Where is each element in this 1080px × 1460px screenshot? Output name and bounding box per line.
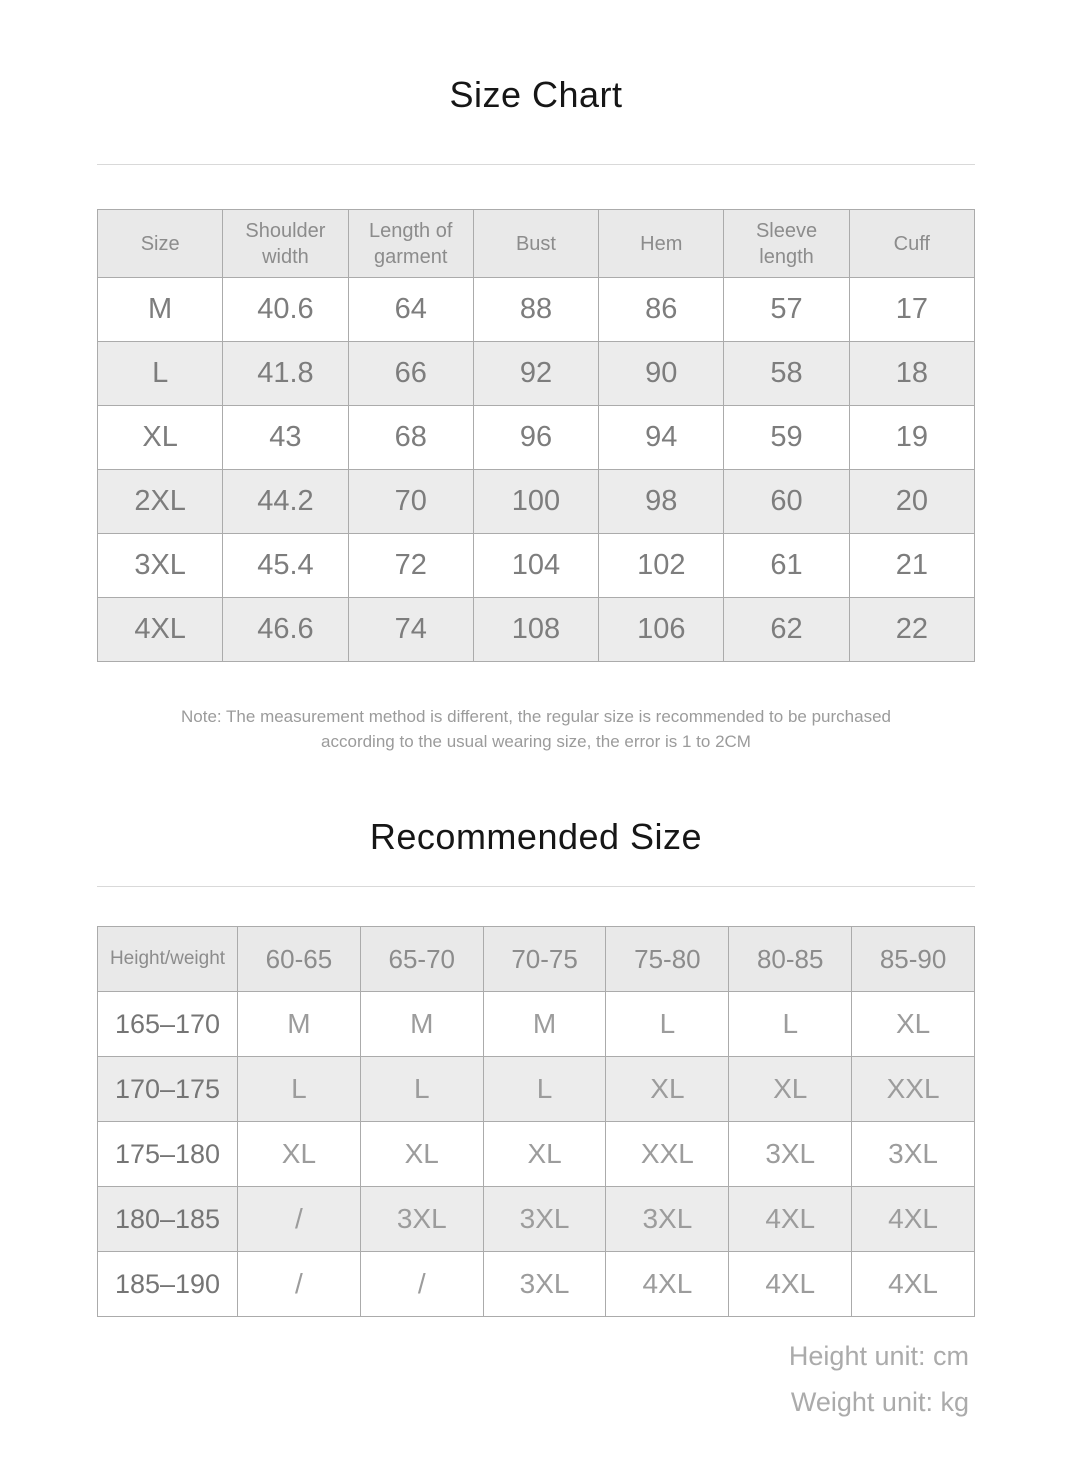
- recommended_size-col-header-1: 60-65: [238, 927, 361, 992]
- size_chart-col-header-2: Length of garment: [348, 210, 473, 278]
- size_chart-row-3: [98, 470, 975, 534]
- recommended-size-header-row: [98, 927, 975, 992]
- size_chart-cell-1-6: 18: [849, 342, 974, 406]
- recommended_size-col-header-5: 80-85: [729, 927, 852, 992]
- recommended_size-cell-1-3: L: [483, 1057, 606, 1122]
- recommended_size-cell-3-6: 4XL: [852, 1187, 975, 1252]
- recommended_size-cell-3-2: 3XL: [360, 1187, 483, 1252]
- measurement-note-line2: according to the usual wearing size, the error is 1 to 2CM: [321, 732, 751, 751]
- size_chart-cell-5-3: 108: [473, 598, 598, 662]
- size_chart-cell-5-1: 46.6: [223, 598, 348, 662]
- size_chart-cell-1-2: 66: [348, 342, 473, 406]
- size_chart-cell-0-4: 86: [599, 278, 724, 342]
- size_chart-cell-3-2: 70: [348, 470, 473, 534]
- size_chart-cell-1-0: L: [98, 342, 223, 406]
- recommended_size-cell-2-3: XL: [483, 1122, 606, 1187]
- size_chart-cell-4-5: 61: [724, 534, 849, 598]
- recommended_size-cell-4-2: /: [360, 1252, 483, 1317]
- recommended_size-cell-0-4: L: [606, 992, 729, 1057]
- size_chart-cell-0-1: 40.6: [223, 278, 348, 342]
- size_chart-row-2: [98, 406, 975, 470]
- size_chart-cell-5-0: 4XL: [98, 598, 223, 662]
- recommended_size-row-1: [98, 1057, 975, 1122]
- size_chart-cell-1-1: 41.8: [223, 342, 348, 406]
- recommended_size-cell-3-4: 3XL: [606, 1187, 729, 1252]
- size_chart-cell-0-6: 17: [849, 278, 974, 342]
- size_chart-cell-4-2: 72: [348, 534, 473, 598]
- size_chart-cell-3-6: 20: [849, 470, 974, 534]
- size_chart-row-1: [98, 342, 975, 406]
- size_chart-cell-3-4: 98: [599, 470, 724, 534]
- recommended_size-cell-0-2: M: [360, 992, 483, 1057]
- size_chart-cell-2-6: 19: [849, 406, 974, 470]
- size_chart-cell-2-0: XL: [98, 406, 223, 470]
- recommended_size-cell-2-0: 175–180: [98, 1122, 238, 1187]
- recommended_size-cell-3-5: 4XL: [729, 1187, 852, 1252]
- recommended_size-cell-4-0: 185–190: [98, 1252, 238, 1317]
- recommended_size-col-header-4: 75-80: [606, 927, 729, 992]
- size-chart-page: [97, 0, 975, 1425]
- size_chart-cell-2-3: 96: [473, 406, 598, 470]
- recommended_size-row-3: [98, 1187, 975, 1252]
- size_chart-col-header-1: Shoulder width: [223, 210, 348, 278]
- size_chart-cell-2-1: 43: [223, 406, 348, 470]
- size_chart-cell-4-6: 21: [849, 534, 974, 598]
- size_chart-cell-0-2: 64: [348, 278, 473, 342]
- recommended_size-cell-1-0: 170–175: [98, 1057, 238, 1122]
- recommended_size-cell-1-5: XL: [729, 1057, 852, 1122]
- recommended_size-cell-4-5: 4XL: [729, 1252, 852, 1317]
- size_chart-cell-2-4: 94: [599, 406, 724, 470]
- recommended_size-cell-4-1: /: [238, 1252, 361, 1317]
- size_chart-cell-3-3: 100: [473, 470, 598, 534]
- recommended_size-cell-0-5: L: [729, 992, 852, 1057]
- recommended_size-cell-1-2: L: [360, 1057, 483, 1122]
- unit-legend: [97, 1333, 975, 1425]
- recommended_size-cell-2-4: XXL: [606, 1122, 729, 1187]
- recommended_size-cell-1-1: L: [238, 1057, 361, 1122]
- recommended_size-cell-3-0: 180–185: [98, 1187, 238, 1252]
- recommended-size-table: [97, 926, 975, 1317]
- height-unit-label: Height unit: cm: [788, 1341, 969, 1371]
- recommended_size-cell-4-6: 4XL: [852, 1252, 975, 1317]
- recommended_size-cell-3-3: 3XL: [483, 1187, 606, 1252]
- recommended_size-cell-2-6: 3XL: [852, 1122, 975, 1187]
- size_chart-cell-2-5: 59: [724, 406, 849, 470]
- size_chart-cell-4-3: 104: [473, 534, 598, 598]
- measurement-note: [97, 704, 975, 754]
- size-chart-title: Size Chart: [449, 74, 623, 115]
- size-chart-header-row: [98, 210, 975, 278]
- recommended_size-col-header-2: 65-70: [360, 927, 483, 992]
- size_chart-row-5: [98, 598, 975, 662]
- size_chart-cell-2-2: 68: [348, 406, 473, 470]
- size_chart-row-0: [98, 278, 975, 342]
- recommended_size-row-4: [98, 1252, 975, 1317]
- recommended_size-cell-1-6: XXL: [852, 1057, 975, 1122]
- recommended_size-cell-2-2: XL: [360, 1122, 483, 1187]
- weight-unit-label: Weight unit: kg: [790, 1387, 969, 1417]
- size_chart-cell-4-0: 3XL: [98, 534, 223, 598]
- size_chart-col-header-6: Cuff: [849, 210, 974, 278]
- recommended_size-cell-2-5: 3XL: [729, 1122, 852, 1187]
- measurement-note-line1: Note: The measurement method is different, the regular size is recommended to be purchased: [181, 707, 891, 726]
- size_chart-col-header-5: Sleeve length: [724, 210, 849, 278]
- recommended_size-row-2: [98, 1122, 975, 1187]
- recommended_size-cell-2-1: XL: [238, 1122, 361, 1187]
- size_chart-cell-0-3: 88: [473, 278, 598, 342]
- recommended_size-row-0: [98, 992, 975, 1057]
- recommended_size-cell-3-1: /: [238, 1187, 361, 1252]
- divider: [97, 886, 975, 887]
- recommended_size-cell-0-6: XL: [852, 992, 975, 1057]
- divider: [97, 164, 975, 165]
- size_chart-cell-3-1: 44.2: [223, 470, 348, 534]
- size_chart-col-header-0: Size: [98, 210, 223, 278]
- recommended-size-title: Recommended Size: [369, 816, 703, 857]
- size_chart-cell-3-0: 2XL: [98, 470, 223, 534]
- size_chart-cell-5-2: 74: [348, 598, 473, 662]
- recommended_size-cell-1-4: XL: [606, 1057, 729, 1122]
- recommended_size-cell-4-3: 3XL: [483, 1252, 606, 1317]
- size_chart-cell-0-0: M: [98, 278, 223, 342]
- recommended_size-col-header-6: 85-90: [852, 927, 975, 992]
- recommended_size-cell-0-0: 165–170: [98, 992, 238, 1057]
- size_chart-cell-4-4: 102: [599, 534, 724, 598]
- size_chart-cell-0-5: 57: [724, 278, 849, 342]
- recommended_size-col-header-0: Height/weight: [98, 927, 238, 992]
- size_chart-cell-3-5: 60: [724, 470, 849, 534]
- recommended_size-col-header-3: 70-75: [483, 927, 606, 992]
- size_chart-cell-1-5: 58: [724, 342, 849, 406]
- size_chart-col-header-3: Bust: [473, 210, 598, 278]
- size_chart-cell-4-1: 45.4: [223, 534, 348, 598]
- recommended_size-cell-4-4: 4XL: [606, 1252, 729, 1317]
- size_chart-cell-1-3: 92: [473, 342, 598, 406]
- size-chart-table: [97, 209, 975, 662]
- size_chart-col-header-4: Hem: [599, 210, 724, 278]
- size_chart-row-4: [98, 534, 975, 598]
- size_chart-cell-5-5: 62: [724, 598, 849, 662]
- recommended_size-cell-0-3: M: [483, 992, 606, 1057]
- size_chart-cell-5-4: 106: [599, 598, 724, 662]
- size_chart-cell-5-6: 22: [849, 598, 974, 662]
- size_chart-cell-1-4: 90: [599, 342, 724, 406]
- recommended_size-cell-0-1: M: [238, 992, 361, 1057]
